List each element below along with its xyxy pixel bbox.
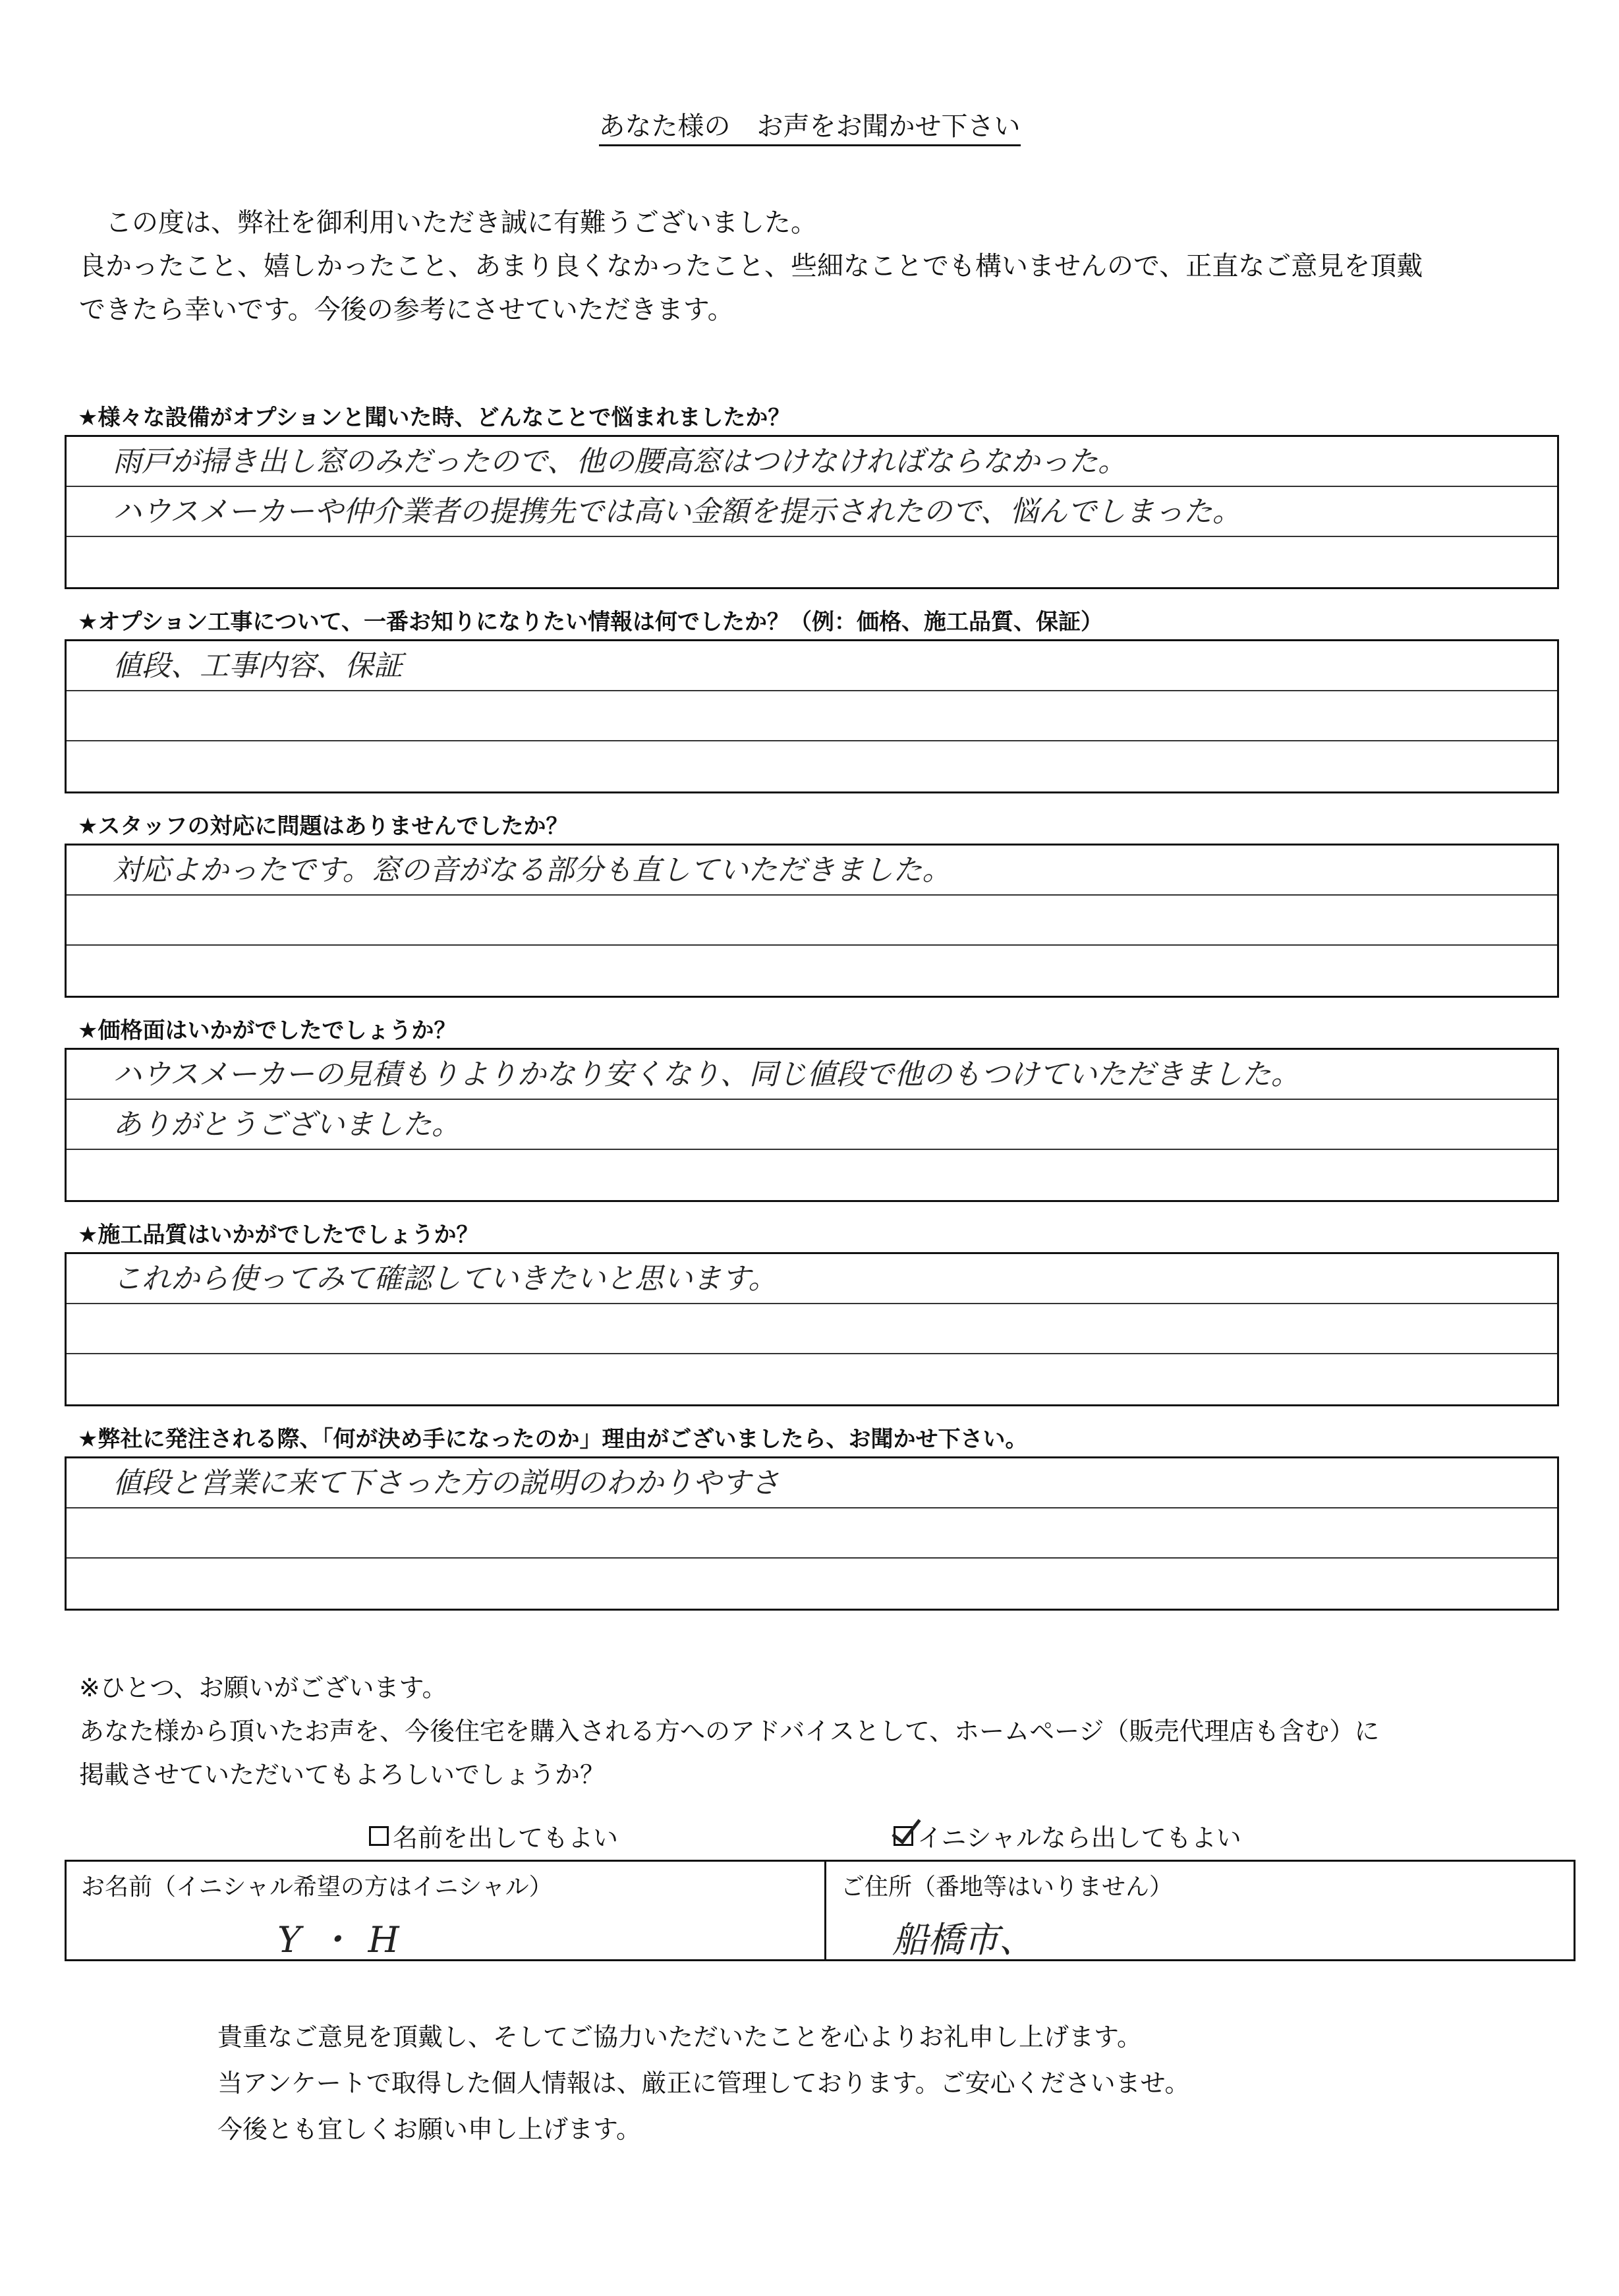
answer-box [65, 844, 1559, 998]
answer-line[interactable]: ハウスメーカーの見積もりよりかなり安くなり、同じ値段で他のもつけていただきました。 [67, 1050, 1557, 1100]
choice-label: イニシャルなら出してもよい [917, 1823, 1241, 1852]
choice-initial-ok[interactable] [894, 1818, 1241, 1854]
address-value[interactable]: 船橋市、 [892, 1919, 1035, 1961]
request-line: ※ひとつ、お願いがございます。 [79, 1673, 447, 1702]
question-section-5 [65, 1218, 1559, 1406]
answer-line[interactable] [67, 741, 1557, 791]
answer-box [65, 639, 1559, 793]
closing-line: 当アンケートで取得した個人情報は、厳正に管理しております。ご安心くださいませ。 [217, 2069, 1190, 2098]
intro-line: この度は、弊社を御利用いただき誠に有難うございました。 [105, 208, 817, 238]
address-label: ご住所（番地等はいりません） [841, 1874, 1174, 1901]
answer-line[interactable]: ありがとうございました。 [67, 1100, 1557, 1150]
answer-line[interactable] [67, 1508, 1557, 1559]
answer-line[interactable] [67, 1354, 1557, 1404]
name-value[interactable]: Y・H [277, 1919, 415, 1961]
answer-line[interactable] [67, 946, 1557, 996]
closing-line: 今後とも宜しくお願い申し上げます。 [217, 2115, 641, 2144]
checkbox-unchecked-icon[interactable] [369, 1826, 389, 1846]
question-label: ★弊社に発注される際、「何が決め手になったのか」理由がございましたら、お聞かせ下さい。 [78, 1426, 1028, 1452]
intro-line: できたら幸いです。今後の参考にさせていただきます。 [79, 295, 734, 325]
question-section-3 [65, 809, 1559, 998]
request-line: 掲載させていただいてもよろしいでしょうか？ [79, 1760, 606, 1789]
answer-line[interactable] [67, 1559, 1557, 1609]
choice-label: 名前を出してもよい [393, 1823, 619, 1852]
answer-line[interactable] [67, 691, 1557, 741]
question-label: ★オプション工事について、一番お知りになりたい情報は何でしたか？（例：価格、施工品質、保証） [78, 609, 1104, 635]
closing-text [217, 2014, 1469, 2152]
answer-line[interactable] [67, 1150, 1557, 1200]
page-title [0, 105, 1619, 143]
intro-line: 良かったこと、嬉しかったこと、あまり良くなかったこと、些細なことでも構いませんので、正直なご意見を頂戴 [79, 251, 1423, 281]
name-cell [67, 1862, 826, 1959]
closing-line: 貴重なご意見を頂戴し、そしてご協力いただいたことを心よりお礼申し上げます。 [217, 2023, 1142, 2052]
answer-line[interactable]: 値段、工事内容、保証 [67, 641, 1557, 691]
intro-text [79, 201, 1542, 331]
request-line: あなた様から頂いたお声を、今後住宅を購入される方へのアドバイスとして、ホームページ（販売代理店も含む）に [79, 1717, 1380, 1746]
question-section-2 [65, 605, 1559, 793]
question-section-1 [65, 401, 1559, 589]
answer-line[interactable] [67, 1304, 1557, 1354]
answer-box [65, 1252, 1559, 1406]
address-cell [826, 1862, 1574, 1959]
choice-name-ok[interactable] [369, 1818, 618, 1854]
question-label: ★施工品質はいかがでしたでしょうか？ [78, 1222, 479, 1248]
question-label: ★スタッフの対応に問題はありませんでしたか？ [78, 813, 569, 840]
answer-box [65, 435, 1559, 589]
page-title-text: あなた様の お声をお聞かせ下さい [599, 111, 1021, 146]
answer-line[interactable]: ハウスメーカーや仲介業者の提携先では高い金額を提示されたので、悩んでしまった。 [67, 487, 1557, 537]
permission-request [79, 1666, 1542, 1796]
answer-line[interactable]: これから使ってみて確認していきたいと思います。 [67, 1254, 1557, 1304]
respondent-info-table [65, 1860, 1576, 1961]
question-label: ★様々な設備がオプションと聞いた時、どんなことで悩まれましたか？ [78, 405, 791, 431]
answer-line[interactable]: 対応よかったです。窓の音がなる部分も直していただきました。 [67, 846, 1557, 896]
answer-box [65, 1048, 1559, 1202]
answer-line[interactable] [67, 896, 1557, 946]
answer-box [65, 1456, 1559, 1611]
answer-line[interactable]: 雨戸が掃き出し窓のみだったので、他の腰高窓はつけなければならなかった。 [67, 437, 1557, 487]
name-label: お名前（イニシャル希望の方はイニシャル） [81, 1874, 553, 1901]
answer-line[interactable]: 値段と営業に来て下さった方の説明のわかりやすさ [67, 1458, 1557, 1508]
question-label: ★価格面はいかがでしたでしょうか？ [78, 1018, 457, 1044]
checkbox-checked-icon[interactable] [894, 1826, 913, 1846]
answer-line[interactable] [67, 537, 1557, 587]
question-section-4 [65, 1014, 1559, 1202]
question-section-6 [65, 1422, 1559, 1611]
publication-choices [0, 1812, 1619, 1852]
